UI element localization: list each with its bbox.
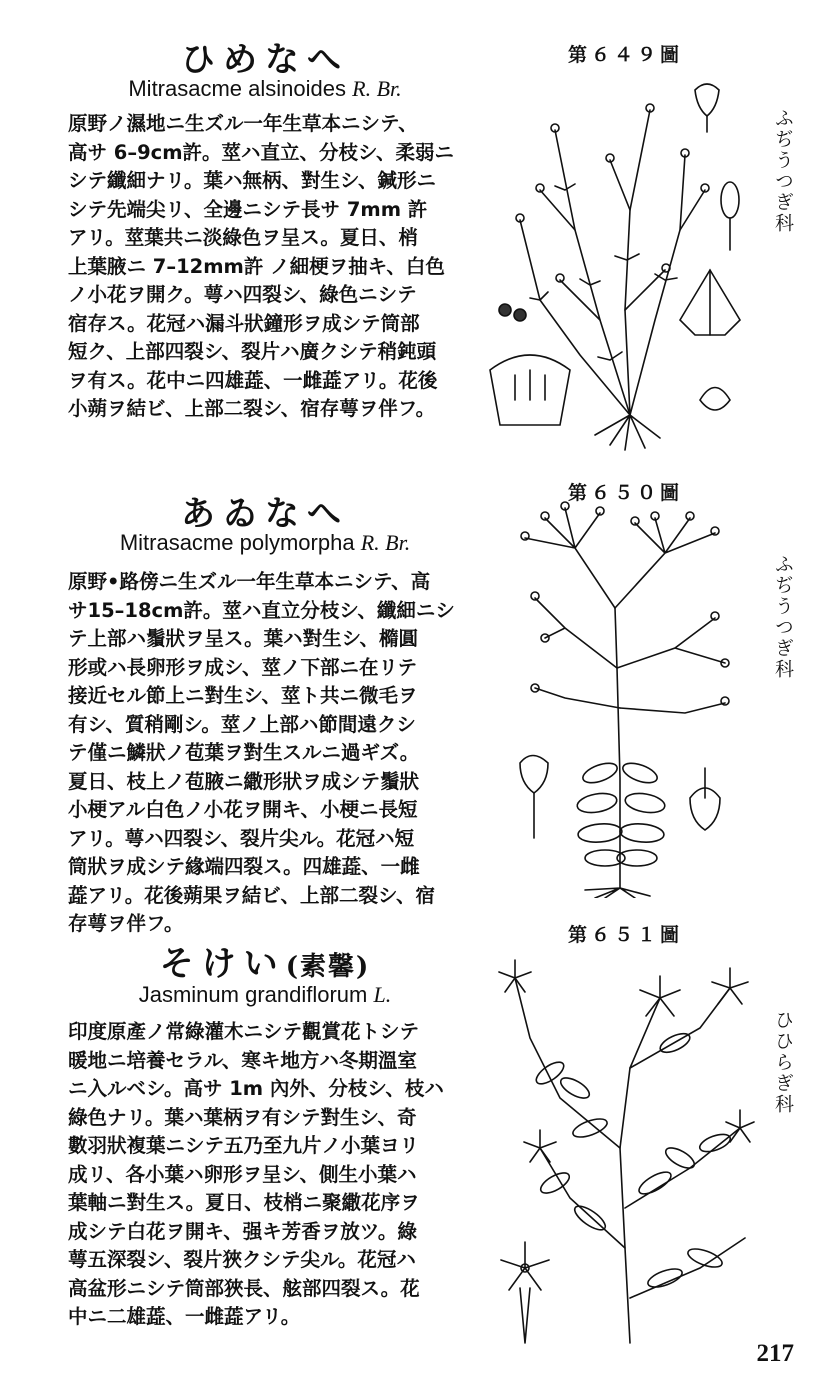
description-line: 短ク、上部四裂シ、裂片ハ廣クシテ稍鈍頭 [68, 340, 437, 363]
description-line: 原野ノ濕地ニ生ズル一年生草本ニシテ、 [68, 112, 418, 135]
description-line: 原野•路傍ニ生ズル一年生草本ニシテ、高 [68, 570, 431, 593]
description-line: 蕋アリ。花後蒴果ヲ結ビ、上部二裂シ、宿 [68, 883, 435, 907]
description-line: 成リ、各小葉ハ卵形ヲ呈シ、側生小葉ハ [68, 1162, 417, 1186]
entry-title-kana: そけい [159, 944, 286, 984]
entry-title: あゐなへ [181, 494, 349, 534]
entry-title: ひめなへ [181, 40, 349, 80]
species-author: R. Br. [360, 530, 411, 555]
description-line: サ15–18cm許。莖ハ直立分枝シ、纖細ニシ [68, 598, 455, 622]
entry-sokei [0, 910, 840, 1400]
description-line: 綠色ナリ。葉ハ葉柄ヲ有シテ對生シ、奇 [68, 1105, 417, 1129]
description-line: 小梗アル白色ノ小花ヲ開キ、小梗ニ長短 [68, 798, 418, 821]
figure-label: 第６４９圖 [568, 44, 684, 66]
description-line: ノ小花ヲ開ク。萼ハ四裂シ、綠色ニシテ [68, 283, 417, 306]
description-line: 接近セル節上ニ對生シ、莖ト共ニ微毛ヲ [68, 684, 418, 707]
species-author: L. [373, 982, 392, 1007]
description-line: 存萼ヲ伴フ。 [68, 912, 184, 935]
description-line: テ上部ハ鬚狀ヲ呈ス。葉ハ對生シ、橢圓 [68, 627, 419, 650]
description-line: アリ。萼ハ四裂シ、裂片尖ル。花冠ハ短 [68, 826, 415, 850]
description-line: シテ纖細ナリ。葉ハ無柄、對生シ、鍼形ニ [68, 169, 436, 192]
plant-illustration-ainae [505, 498, 755, 898]
description-line: 高盆形ニシテ筒部狹長、舷部四裂ス。花 [68, 1276, 420, 1300]
description-line: 葉軸ニ對生ス。夏日、枝梢ニ聚繖花序ヲ [68, 1191, 420, 1214]
plant-illustration-himenae [480, 70, 760, 455]
species-name: Mitrasacme polymorpha [119, 530, 355, 555]
description-line: 形或ハ長卵形ヲ成シ、莖ノ下部ニ在リテ [68, 655, 418, 679]
description-line: 成シテ白花ヲ開キ、强キ芳香ヲ放ツ。綠 [68, 1219, 417, 1243]
entry-description [68, 1018, 468, 1332]
species-name: Jasminum grandiflorum [138, 982, 368, 1007]
description-line: 夏日、枝上ノ苞腋ニ繖形狀ヲ成シテ鬚狀 [68, 769, 420, 793]
description-line: 印度原產ノ常綠灌木ニシテ觀賞花トシテ [68, 1020, 420, 1043]
description-line: 上葉腋ニ 7–12mm許 ノ細梗ヲ抽キ、白色 [68, 254, 445, 278]
entry-description [68, 110, 468, 424]
description-line: 中ニ二雄蕋、一雌蕋アリ。 [68, 1305, 301, 1328]
description-line: ヲ有ス。花中ニ四雄蕋、一雌蕋アリ。花後 [68, 368, 438, 392]
family-label: ふぢうつぎ科 [772, 554, 794, 680]
entry-description [68, 568, 468, 939]
description-line: 萼五深裂シ、裂片狹クシテ尖ル。花冠ハ [68, 1248, 416, 1271]
description-line: ニ入ルベシ。高サ 1m 內外、分枝シ、枝ハ [68, 1077, 444, 1100]
description-line: 小蒴ヲ結ビ、上部二裂シ、宿存萼ヲ伴フ。 [68, 397, 436, 420]
scientific-name [60, 530, 470, 556]
figure-label: 第６５１圖 [568, 924, 684, 946]
family-label: ひひらぎ科 [772, 1010, 794, 1115]
description-line: 暖地ニ培養セラル、寒キ地方ハ冬期溫室 [68, 1048, 417, 1072]
family-label: ふぢうつぎ科 [772, 108, 794, 234]
scientific-name [60, 982, 470, 1008]
page-number: 217 [756, 1340, 794, 1367]
species-name: Mitrasacme alsinoides [128, 76, 346, 101]
description-line: アリ。莖葉共ニ淡綠色ヲ呈ス。夏日、梢 [68, 226, 418, 249]
entry-title-kanji: (素馨) [285, 952, 371, 982]
description-line: テ僅ニ鱗狀ノ苞葉ヲ對生スルニ過ギズ。 [68, 741, 420, 764]
description-line: 筒狀ヲ成シテ緣端四裂ス。四雄蕋、一雌 [68, 855, 420, 878]
entry-himenae [0, 0, 840, 460]
figure-label: 第６５０圖 [568, 482, 684, 504]
scientific-name [60, 76, 470, 102]
description-line: シテ先端尖リ、全邊ニシテ長サ 7mm 許 [68, 197, 428, 221]
entry-title [60, 936, 470, 985]
description-line: 有シ、質稍剛シ。莖ノ上部ハ節間遠クシ [68, 712, 416, 736]
description-line: 高サ 6–9cm許。莖ハ直立、分枝シ、柔弱ニ [68, 140, 454, 164]
description-line: 數羽狀複葉ニシテ五乃至九片ノ小葉ヨリ [68, 1134, 420, 1157]
plant-illustration-sokei [480, 948, 760, 1348]
description-line: 宿存ス。花冠ハ漏斗狀鐘形ヲ成シテ筒部 [68, 311, 420, 335]
species-author: R. Br. [352, 76, 402, 101]
